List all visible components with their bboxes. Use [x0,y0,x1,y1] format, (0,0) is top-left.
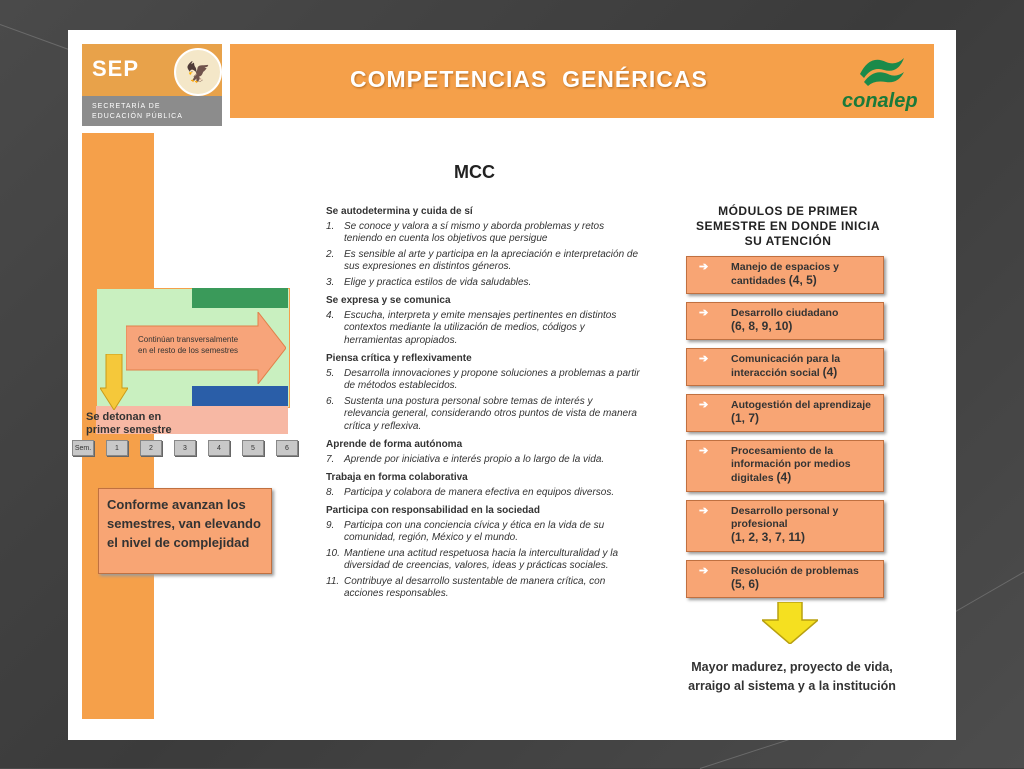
module-name: Autogestión del aprendizaje [731,399,872,411]
item-number: 6. [326,395,335,407]
item-text: Sustenta una postura personal sobre temas de interés y relevancia general, considerando otros puntos de vista de manera crítica y reflexiva. [344,395,637,432]
title-bar [230,44,934,118]
page-title: COMPETENCIAS GENÉRICAS [350,66,708,92]
module-name: Manejo de espacios y cantidades [731,261,839,287]
down-arrow-icon [762,602,818,644]
competency-item [326,520,640,545]
module-name: Desarrollo personal y profesional [731,505,839,530]
item-number: 8. [326,486,335,498]
outcome-text [672,658,912,696]
module-name: Comunicación para la interacción social [731,353,841,379]
diagram-strip-blue [192,386,288,406]
competency-item [326,454,640,467]
competency-item [326,249,640,274]
module-box [686,560,884,598]
category-heading: Se autodetermina y cuida de sí [326,206,473,217]
modules-title-line3: SU ATENCIÓN [744,234,832,248]
module-name: Desarrollo ciudadano [731,307,839,319]
module-competencies: (4) [776,470,792,484]
category-heading: Aprende de forma autónoma [326,439,463,450]
item-text: Mantiene una actitud respetuosa hacia la interculturalidad y la diversidad de creencias, valores, ideas y prácticas sociales. [344,547,619,571]
competency-item [326,277,640,290]
module-competencies: (5, 6) [731,577,760,591]
item-text: Escucha, interpreta y emite mensajes pertinentes en distintos contextos mediante la utilización de medios, códigos y herramientas apropiados. [344,309,617,346]
sep-label: SEP [92,56,140,81]
sep-subtitle-line2: EDUCACIÓN PÚBLICA [92,113,183,120]
competency-item [326,487,640,500]
module-box [686,256,884,294]
arrow-right-icon: ➔ [699,353,709,365]
semester-box: 5 [242,440,264,456]
arrow-right-icon: ➔ [699,261,709,273]
module-competencies: (4, 5) [788,273,817,287]
semester-box: 3 [174,440,196,456]
competency-item [326,576,640,601]
diagram-strip-green [192,288,288,308]
detonan-label [86,411,172,437]
slide [68,30,956,740]
competency-item [326,368,640,393]
modules-list [686,256,884,606]
arrow-right-icon: ➔ [699,445,709,457]
complexity-note: Conforme avanzan los semestres, van elevando el nivel de complejidad [98,488,272,574]
competency-item [326,310,640,348]
item-text: Es sensible al arte y participa en la apreciación e interpretación de sus expresiones en distintos géneros. [344,248,639,272]
semester-box: 6 [276,440,298,456]
item-number: 9. [326,519,335,531]
item-text: Se conoce y valora a sí mismo y aborda problemas y retos teniendo en cuenta los objetivos que persigue [344,220,605,244]
diagram-text [138,334,238,356]
item-text: Participa con una conciencia cívica y ética en la vida de su comunidad, región, México y el mundo. [344,519,605,543]
competency-item [326,548,640,573]
module-box [686,348,884,386]
item-number: 5. [326,367,335,379]
module-box [686,440,884,492]
sep-subtitle [92,102,183,122]
conalep-logo-icon [856,52,908,88]
outcome-line1: Mayor madurez, proyecto de vida, [691,660,893,674]
sep-subtitle-line1: SECRETARÍA DE [92,103,161,110]
diagram-text-line1: Continúan transversalmente [138,335,239,344]
semester-row [72,440,298,456]
semester-box: 1 [106,440,128,456]
arrow-right-icon: ➔ [699,399,709,411]
module-box [686,302,884,340]
item-text: Elige y practica estilos de vida saludables. [344,276,532,288]
semester-box: 2 [140,440,162,456]
arrow-right-icon: ➔ [699,565,709,577]
module-competencies: (1, 2, 3, 7, 11) [731,530,806,544]
item-number: 11. [326,575,340,587]
item-number: 7. [326,453,335,465]
mcc-title: MCC [454,162,495,182]
item-number: 4. [326,309,335,321]
modules-title [672,204,904,249]
module-competencies: (6, 8, 9, 10) [731,319,793,333]
module-name: Procesamiento de la información por medios digitales [731,445,851,484]
category-heading: Participa con responsabilidad en la sociedad [326,505,540,516]
eagle-seal-icon: 🦅 [174,48,222,96]
modules-title-line2: SEMESTRE EN DONDE INICIA [695,219,881,233]
item-text: Desarrolla innovaciones y propone soluciones a problemas a partir de métodos establecidos. [344,367,640,391]
outcome-line2: arraigo al sistema y a la institución [688,679,896,693]
conalep-logo-text: conalep [842,90,918,112]
item-text: Participa y colabora de manera efectiva en equipos diversos. [344,486,615,498]
module-competencies: (1, 7) [731,411,760,425]
detonan-line2: primer semestre [86,424,172,436]
arrow-right-icon: ➔ [699,505,709,517]
modules-title-line1: MÓDULOS DE PRIMER [718,204,858,218]
detonan-line1: Se detonan en [86,411,162,423]
module-competencies: (4) [822,365,838,379]
category-heading: Piensa crítica y reflexivamente [326,353,472,364]
item-text: Aprende por iniciativa e interés propio a lo largo de la vida. [344,453,605,465]
item-text: Contribuye al desarrollo sustentable de manera crítica, con acciones responsables. [344,575,606,599]
category-heading: Trabaja en forma colaborativa [326,472,468,483]
semester-box: 4 [208,440,230,456]
item-number: 1. [326,220,335,232]
competency-item [326,221,640,246]
arrow-right-icon: ➔ [699,307,709,319]
semester-box: Sem. [72,440,94,456]
module-box [686,500,884,552]
sep-logo [82,44,222,126]
module-name: Resolución de problemas [731,565,859,577]
item-number: 3. [326,276,335,288]
module-box [686,394,884,432]
item-number: 2. [326,248,335,260]
category-heading: Se expresa y se comunica [326,295,451,306]
competency-item [326,396,640,434]
mcc-list [326,206,640,604]
down-arrow-icon [100,354,128,410]
item-number: 10. [326,547,340,559]
diagram-text-line2: en el resto de los semestres [138,346,239,355]
